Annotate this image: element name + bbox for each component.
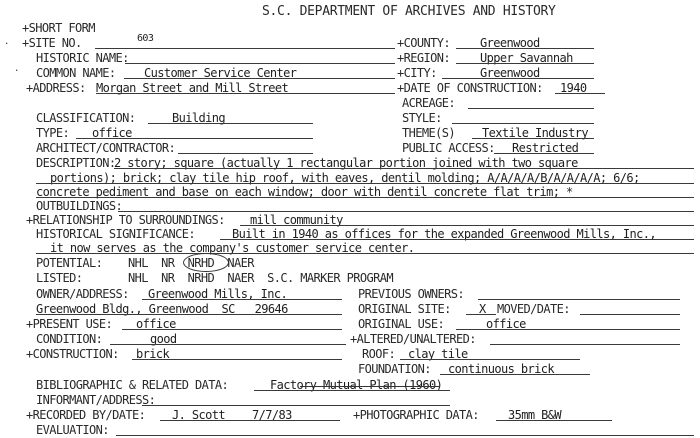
region-line (456, 63, 594, 64)
present-use-line (122, 329, 342, 330)
owner-address-line (36, 314, 342, 315)
classification-value: Building (172, 111, 225, 125)
public-access-line (494, 153, 594, 154)
region-label: +REGION: (397, 51, 450, 65)
original-site-line (466, 314, 496, 315)
description-rule-2 (36, 183, 694, 184)
address-line (96, 93, 395, 94)
construction-line (132, 359, 342, 360)
present-use-value: office (136, 317, 176, 331)
recorded-date-value: 7/7/83 (252, 408, 292, 422)
description-rule-1 (114, 168, 694, 169)
public-access-label: PUBLIC ACCESS: (402, 141, 495, 155)
condition-value: good (150, 332, 177, 346)
public-access-value: Restricted (512, 141, 579, 155)
construction-value: brick (136, 347, 170, 361)
potential-label: POTENTIAL: (36, 256, 103, 270)
photo-label: +PHOTOGRAPHIC DATA: (353, 408, 479, 422)
site-no-label: +SITE NO. (22, 36, 82, 50)
classification-label: CLASSIFICATION: (36, 111, 136, 125)
description-line-2: portions); brick; clay tile hip roof, with eaves, dentil molding; A/A/A/A/B/A/A/A/A; 6/6; (50, 171, 640, 185)
description-line-3: concrete pediment and base on each window; door with dentil concrete flat trim; * (36, 185, 573, 199)
biblio-line (254, 390, 450, 391)
previous-owners-line (478, 299, 680, 300)
outbuildings-line (118, 211, 694, 212)
date-label: +DATE OF CONSTRUCTION: (397, 81, 543, 95)
site-no-line (95, 48, 395, 49)
theme-label: THEME(S) (402, 126, 455, 140)
acreage-line (468, 108, 594, 109)
significance-line-1: Built in 1940 as offices for the expanded Greenwood Mills, Inc., (232, 227, 656, 241)
city-label: +CITY: (397, 66, 437, 80)
present-use-label: +PRESENT USE: (26, 317, 113, 331)
recorded-by-value: J. Scott (172, 408, 225, 422)
county-label: +COUNTY: (397, 36, 450, 50)
informant-label: INFORMANT/ADDRESS: (36, 393, 156, 407)
moved-line (580, 314, 680, 315)
photo-value: 35mm B&W (508, 408, 561, 422)
recorded-label: +RECORDED BY/DATE: (26, 408, 146, 422)
foundation-line (440, 374, 590, 375)
common-name-line (124, 78, 395, 79)
original-site-label: ORIGINAL SITE: (358, 302, 451, 316)
biblio-value: Factory Mutual Plan (1960) (270, 378, 443, 392)
margin-mark: . (14, 64, 20, 74)
altered-line (490, 344, 680, 345)
style-line (452, 123, 594, 124)
county-value: Greenwood (480, 36, 540, 50)
description-rule-3 (36, 197, 694, 198)
relationship-label: +RELATIONSHIP TO SURROUNDINGS: (26, 213, 225, 227)
description-line-1: 2 story; square (actually 1 rectangular portion joined with two square (114, 156, 578, 170)
foundation-label: FOUNDATION: (358, 362, 431, 376)
date-value: 1940 (560, 81, 587, 95)
original-use-value: office (486, 317, 526, 331)
owner-address-value: Greenwood Bldg., Greenwood SC 29646 (36, 302, 288, 316)
owner-value: Greenwood Mills, Inc. (148, 287, 288, 301)
significance-rule-1 (220, 239, 694, 240)
original-use-label: ORIGINAL USE: (358, 317, 445, 331)
construction-label: +CONSTRUCTION: (26, 347, 119, 361)
evaluation-line (116, 435, 694, 436)
owner-line (142, 299, 342, 300)
listed-label: LISTED: (36, 271, 83, 285)
outbuildings-label: OUTBUILDINGS: (36, 199, 123, 213)
foundation-value: continuous brick (448, 362, 554, 376)
historic-name-label: HISTORIC NAME: (36, 51, 129, 65)
acreage-label: ACREAGE: (402, 96, 455, 110)
relationship-line (240, 225, 694, 226)
significance-rule-2 (36, 253, 694, 254)
roof-label: ROOF: (362, 347, 396, 361)
theme-line (472, 138, 594, 139)
significance-label: HISTORICAL SIGNIFICANCE: (36, 227, 195, 241)
classification-line (148, 123, 313, 124)
date-line (555, 93, 605, 94)
type-label: TYPE: (36, 126, 70, 140)
owner-label: OWNER/ADDRESS: (36, 287, 129, 301)
city-value: Greenwood (480, 66, 540, 80)
type-value: office (92, 126, 132, 140)
previous-owners-label: PREVIOUS OWNERS: (358, 287, 464, 301)
city-line (442, 78, 594, 79)
short-form-label: +SHORT FORM (22, 21, 95, 35)
common-name-label: COMMON NAME: (36, 66, 116, 80)
condition-line (110, 344, 346, 345)
architect-line (178, 153, 313, 154)
significance-line-2: it now serves as the company's customer service center. (50, 241, 415, 255)
biblio-label: BIBLIOGRAPHIC & RELATED DATA: (36, 378, 229, 392)
theme-value: Textile Industry (482, 126, 588, 140)
description-label: DESCRIPTION: (36, 156, 116, 170)
condition-label: CONDITION: (36, 332, 103, 346)
original-site-value: X (479, 302, 486, 316)
address-label: +ADDRESS: (26, 81, 86, 95)
relationship-value: mill community (250, 213, 343, 227)
site-no-value: 603 (137, 33, 154, 44)
county-line (456, 48, 594, 49)
recorded-line (160, 420, 340, 421)
margin-mark: . (4, 37, 10, 47)
type-line (76, 138, 313, 139)
historic-name-line (125, 63, 395, 64)
potential-options: NHL NR NRHD NAER (128, 256, 254, 270)
nrhd-circle-mark (183, 253, 229, 272)
photo-line (496, 420, 612, 421)
altered-label: +ALTERED/UNALTERED: (350, 332, 476, 346)
biblio-strike-mark (300, 386, 440, 387)
informant-line (142, 405, 450, 406)
style-label: STYLE: (402, 111, 442, 125)
roof-line (400, 359, 580, 360)
form-title: S.C. DEPARTMENT OF ARCHIVES AND HISTORY (262, 4, 556, 19)
roof-value: clay tile (408, 347, 468, 361)
common-name-value: Customer Service Center (144, 66, 297, 80)
region-value: Upper Savannah (480, 51, 573, 65)
moved-label: MOVED/DATE: (497, 302, 570, 316)
address-value: Morgan Street and Mill Street (96, 81, 289, 95)
listed-options: NHL NR NRHD NAER S.C. MARKER PROGRAM (128, 271, 393, 285)
evaluation-label: EVALUATION: (36, 423, 109, 437)
architect-label: ARCHITECT/CONTRACTOR: (36, 141, 176, 155)
original-use-line (456, 329, 680, 330)
